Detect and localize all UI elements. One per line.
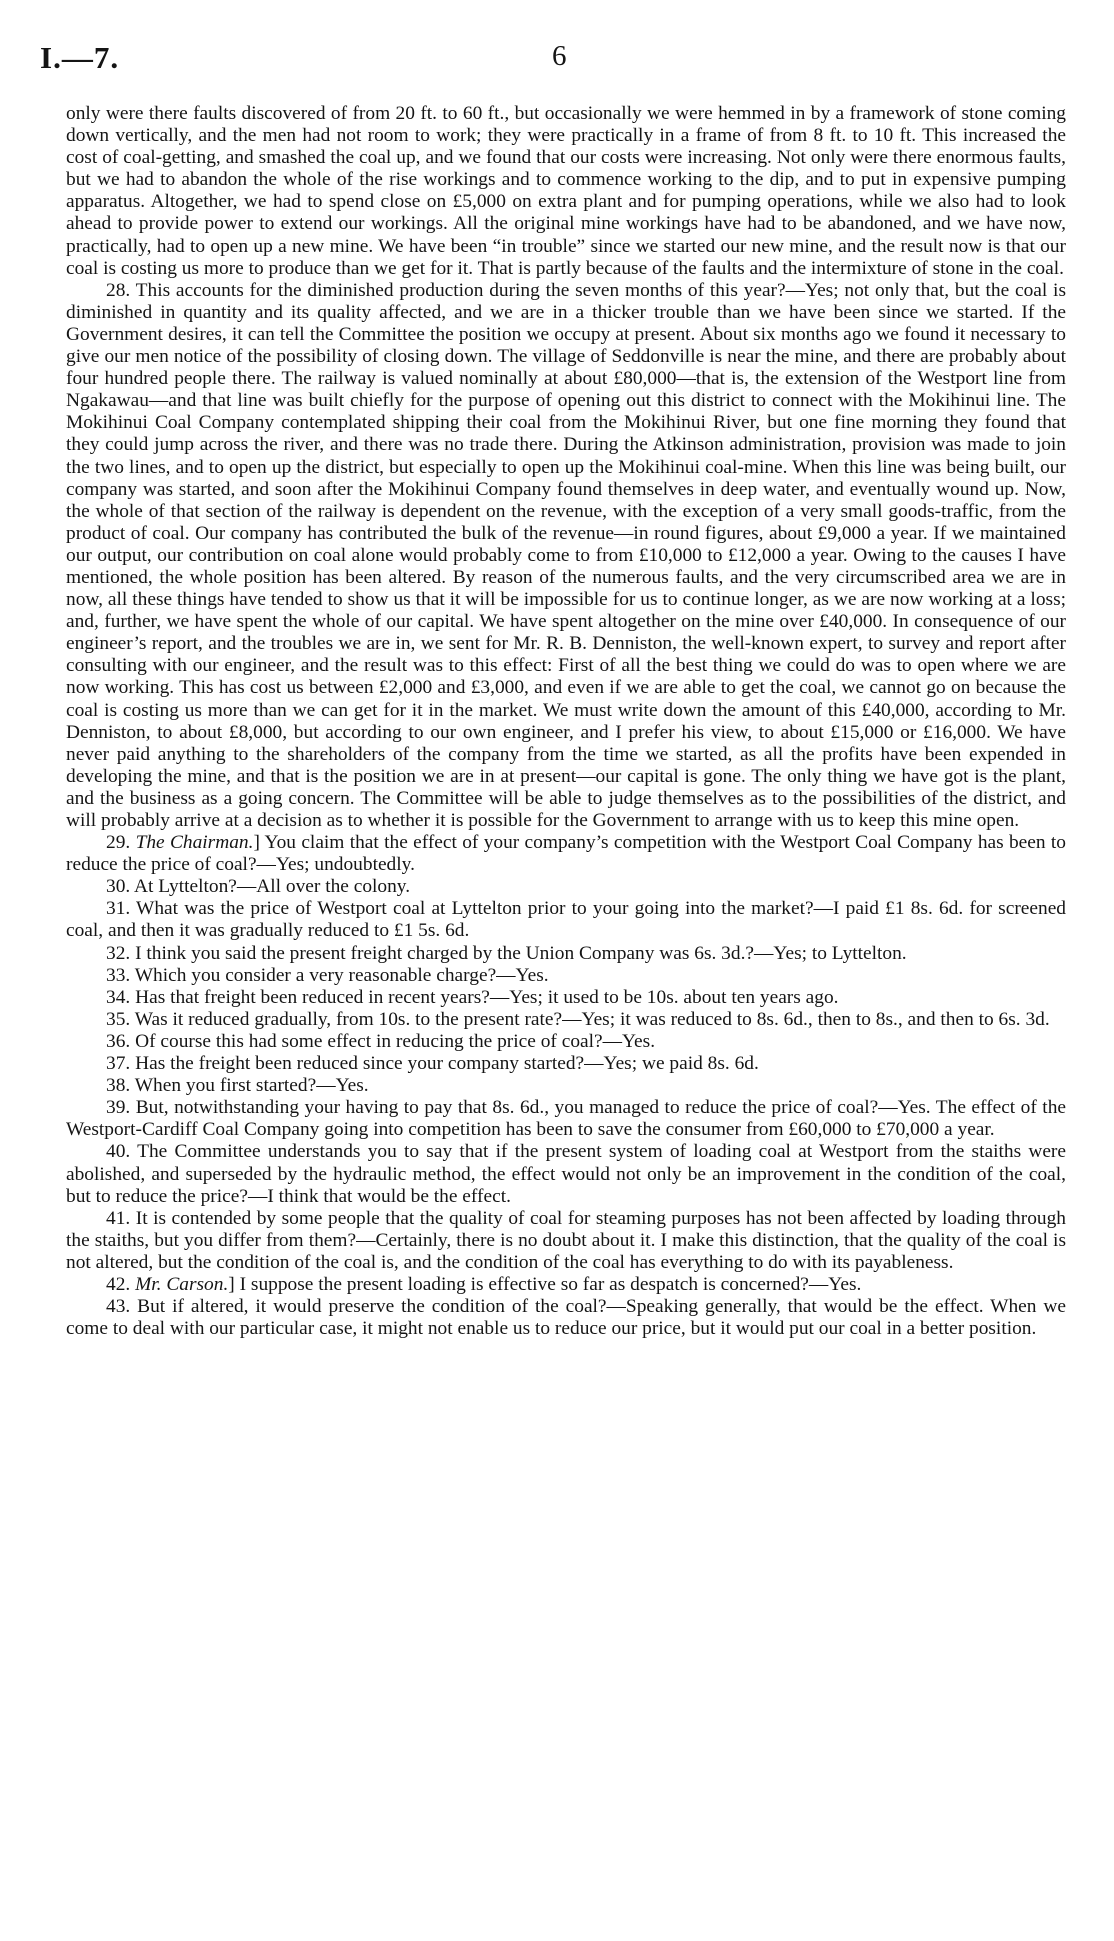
paragraph-q32: 32. I think you said the present freight charged by the Union Company was 6s. 3d.?—Yes; to Lyttelton. (106, 942, 907, 964)
question-number: 42. (106, 1273, 136, 1295)
paragraph-q35: 35. Was it reduced gradually, from 10s. to the present rate?—Yes; it was reduced to 8s. 6d., then to 8s., and then to 6s. 3d. (106, 1008, 1050, 1030)
paragraph-q40: 40. The Committee understands you to say that if the present system of loading coal at Westport from the staiths were abolished, and superseded by the hydraulic method, the effect would not only be an improvement in the condition of the coal, but to reduce the price?—I think that would be the effect. (66, 1141, 1066, 1207)
paragraph-q42 (66, 1274, 1066, 1296)
speaker-name: The Chairman. (135, 832, 254, 854)
paragraph-q31: 31. What was the price of Westport coal at Lyttelton prior to your going into the market?—I paid £1 8s. 6d. for screened coal, and then it was gradually reduced to £1 5s. 6d. (66, 898, 1066, 942)
parliamentary-paper-reference: I.—7. (40, 40, 120, 75)
paragraph-q43: 43. But if altered, it would preserve the condition of the coal?—Speaking generally, that would be the effect. When we come to deal with our particular case, it might not enable us to reduce our price, but it would put our coal in a better position. (66, 1296, 1066, 1340)
paragraph-q28: 28. This accounts for the diminished production during the seven months of this year?—Yes; not only that, but the coal is diminished in quantity and its quality affected, and we are in a thicker trouble than we have been since we started. If the Government desires, it can tell the Committee the position we occupy at present. About six months ago we found it necessary to give our men notice of the possibility of closing down. The village of Seddonville is near the mine, and there are probably about four hundred people there. The railway is valued nominally at about £80,000—that is, the extension of the Westport line from Ngakawau—and that line was built chiefly for the purpose of opening out this district to connect with the Mokihinui line. The Mokihinui Coal Company contemplated shipping their coal from the Mokihinui River, but one fine morning they found that they could jump across the river, and there was no trade there. During the Atkinson administration, provision was made to join the two lines, and to open up the district, but especially to open up the Mokihinui coal-mine. When this line was being built, our company was started, and soon after the Mokihinui Company found themselves in deep water, and eventually wound up. Now, the whole of that section of the railway is dependent on the revenue, with the exception of a very small goods-traffic, from the product of coal. Our company has contributed the bulk of the revenue—in round figures, about £9,000 a year. If we maintained our output, our contribution on coal alone would probably come to from £10,000 to £12,000 a year. Owing to the causes I have mentioned, the whole position has been altered. By reason of the numerous faults, and the very circumscribed area we are in now, all these things have tended to show us that it will be impossible for us to continue longer, as we are now working at a loss; and, further, we have spent the whole of our capital. We have spent altogether on the mine over £40,000. In consequence of our engineer’s report, and the troubles we are in, we sent for Mr. R. B. Denniston, the well-known expert, to survey and report after consulting with our engineer, and the result was to this effect: First of all the best thing we could do was to open where we are now working. This has cost us between £2,000 and £3,000, and even if we are able to get the coal, we cannot go on because the coal is costing us more than we can get for it in the market. We must write down the amount of this £40,000, according to Mr. Denniston, to about £8,000, but according to our own engineer, and I prefer his view, to about £15,000 or £16,000. We have never paid anything to the shareholders of the company from the time we started, as all the profits have been expended in developing the mine, and that is the position we are in at present—our capital is gone. The only thing we have got is the plant, and the business as a going concern. The Committee will be able to judge themselves as to the possibilities of the district, and will probably arrive at a decision as to whether it is possible for the Government to arrange with us to keep this mine open. (66, 279, 1066, 831)
paragraph-continuation: only were there faults discovered of from 20 ft. to 60 ft., but occasionally we were hemmed in by a framework of stone coming down vertically, and the men had not room to work; they were practically in a frame of from 8 ft. to 10 ft. This increased the cost of coal-getting, and smashed the coal up, and we found that our costs were increasing. Not only were there enormous faults, but we had to abandon the whole of the rise workings and to commence working to the dip, and to put in expensive pumping apparatus. Altogether, we had to spend close on £5,000 on extra plant and for pumping operations, while we also had to look ahead to provide power to extend our workings. All the original mine workings have had to be abandoned, and we have now, practically, had to open up a new mine. We have been “in trouble” since we started our new mine, and the result now is that our coal is costing us more to produce than we get for it. That is partly because of the faults and the intermixture of stone in the coal. (66, 103, 1066, 279)
paragraph-q41: 41. It is contended by some people that the quality of coal for steaming purposes has not been affected by loading through the staiths, but you differ from them?—Certainly, there is no doubt about it. I make this distinction, that the quality of the coal is not altered, but the condition of the coal is, and the condition of the coal has everything to do with its payableness. (66, 1207, 1066, 1273)
paragraph-q33: 33. Which you consider a very reasonable charge?—Yes. (106, 964, 549, 986)
evidence-text (66, 103, 1066, 1340)
page-number: 6 (552, 40, 567, 72)
paragraph-q29 (66, 832, 1066, 876)
paragraph-q39: 39. But, notwithstanding your having to pay that 8s. 6d., you managed to reduce the price of coal?—Yes. The effect of the Westport-Cardiff Coal Company going into competition has been to save the consumer from £60,000 to £70,000 a year. (66, 1097, 1066, 1141)
paragraph-q34: 34. Has that freight been reduced in recent years?—Yes; it used to be 10s. about ten years ago. (106, 986, 839, 1008)
question-number: 29. (106, 832, 136, 854)
paragraph-q36: 36. Of course this had some effect in reducing the price of coal?—Yes. (106, 1030, 656, 1052)
paragraph-text: ] I suppose the present loading is effective so far as despatch is concerned?—Yes. (228, 1273, 862, 1295)
speaker-name: Mr. Carson. (135, 1273, 229, 1295)
paragraph-q38: 38. When you first started?—Yes. (106, 1075, 369, 1097)
paragraph-q37: 37. Has the freight been reduced since your company started?—Yes; we paid 8s. 6d. (106, 1053, 759, 1075)
paragraph-q30: 30. At Lyttelton?—All over the colony. (106, 876, 411, 898)
paragraph-text: ] You claim that the effect of your company’s competition with the Westport Coal Company has been to reduce the price of coal?—Yes; undoubtedly. (66, 832, 1066, 876)
